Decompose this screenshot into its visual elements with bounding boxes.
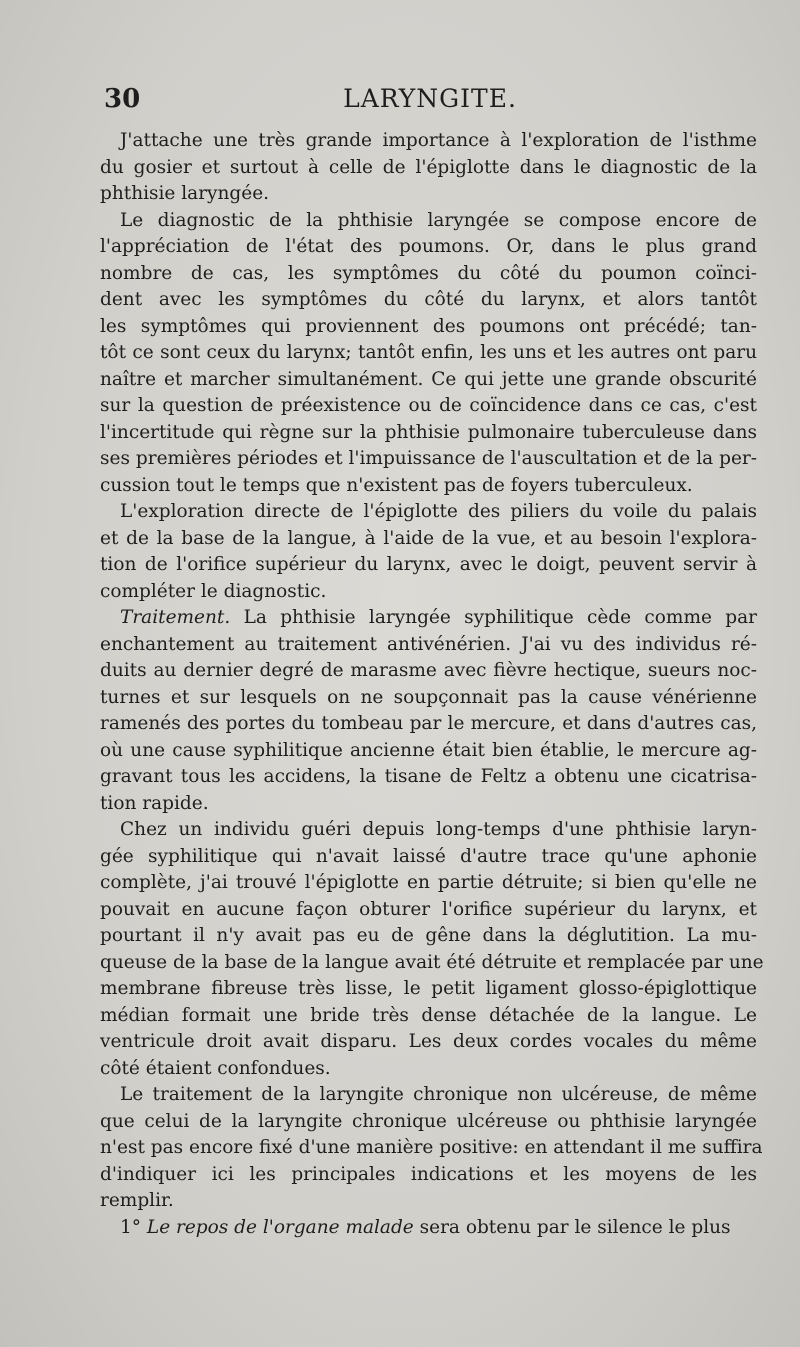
text-line <box>100 340 757 367</box>
text-line <box>100 128 757 155</box>
line-text: naître et marcher simultanément. Ce qui jette une grande obscurité <box>100 368 757 390</box>
line-text: les symptômes qui proviennent des poumons ont précédé; tan- <box>100 315 757 337</box>
text-line <box>100 658 757 685</box>
line-text: turnes et sur lesquels on ne soupçonnait pas la cause vénérienne <box>100 686 757 708</box>
line-text: gée syphilitique qui n'avait laissé d'autre trace qu'une aphonie <box>100 845 757 867</box>
paragraph <box>100 1082 763 1215</box>
line-text: sur la question de préexistence ou de coïncidence dans ce cas, c'est <box>100 395 757 416</box>
line-text: où une cause syphilitique ancienne était bien établie, le mercure ag- <box>100 739 757 761</box>
line-text: queuse de la base de la langue avait été détruite et remplacée par une <box>100 951 764 973</box>
text-line <box>100 685 757 712</box>
running-title: LARYNGITE. <box>343 84 517 113</box>
line-text: sera obtenu par le silence le plus <box>413 1216 731 1238</box>
line-text: gravant tous les accidens, la tisane de Feltz a obtenu une cicatrisa- <box>100 766 757 787</box>
text-line <box>100 1056 757 1083</box>
line-text: J'attache une très grande importance à l'exploration de l'isthme <box>120 130 757 151</box>
line-text: du gosier et surtout à celle de l'épiglotte dans le diagnostic de la <box>100 156 757 178</box>
paragraph <box>100 817 764 1082</box>
line-text: dent avec les symptômes du côté du larynx, et alors tantôt <box>100 289 757 310</box>
line-text: ramenés des portes du tombeau par le mercure, et dans d'autres cas, <box>100 713 757 734</box>
text-line <box>100 1082 757 1109</box>
body-text <box>100 128 764 1241</box>
text-line <box>100 976 757 1003</box>
line-text: compléter le diagnostic. <box>100 580 327 602</box>
text-line <box>100 208 757 235</box>
paragraph <box>100 128 757 208</box>
page-number: 30 <box>104 84 141 114</box>
text-line <box>100 1215 757 1242</box>
text-line <box>100 950 764 977</box>
text-line <box>100 738 757 765</box>
paragraph <box>100 605 757 817</box>
line-text: Le diagnostic de la phthisie laryngée se compose encore de <box>120 209 757 231</box>
text-line <box>100 234 757 261</box>
text-line <box>100 791 757 818</box>
line-text: que celui de la laryngite chronique ulcéreuse ou phthisie laryngée <box>100 1110 757 1132</box>
page-header <box>100 84 760 124</box>
line-text: La phthisie laryngée syphilitique cède comme par <box>230 607 757 628</box>
line-text: tion de l'orifice supérieur du larynx, avec le doigt, peuvent servir à <box>100 554 757 575</box>
text-line <box>100 1188 757 1215</box>
text-line <box>100 314 757 341</box>
text-line <box>100 923 757 950</box>
list-number: 1° <box>120 1216 147 1238</box>
text-line <box>100 817 757 844</box>
line-text: Chez un individu guéri depuis long-temps d'une phthisie laryn- <box>120 819 757 840</box>
line-text: tion rapide. <box>100 792 209 814</box>
text-line <box>100 711 757 738</box>
text-line <box>100 155 757 182</box>
line-text: phthisie laryngée. <box>100 183 270 204</box>
line-text: pouvait en aucune façon obturer l'orifice supérieur du larynx, et <box>100 898 757 920</box>
line-text: l'appréciation de l'état des poumons. Or, dans le plus grand <box>100 236 757 257</box>
text-line <box>100 420 757 447</box>
line-text: tôt ce sont ceux du larynx; tantôt enfin, les uns et les autres ont paru <box>100 342 757 363</box>
text-line <box>100 1109 757 1136</box>
text-line <box>100 552 757 579</box>
text-line <box>100 473 757 500</box>
text-line <box>100 181 757 208</box>
text-line <box>100 287 757 314</box>
text-line <box>100 446 757 473</box>
line-text: et de la base de la langue, à l'aide de la vue, et au besoin l'explora- <box>100 527 757 549</box>
text-line <box>100 261 757 288</box>
line-text: médian formait une bride très dense détachée de la langue. Le <box>100 1004 757 1026</box>
text-line <box>100 367 757 394</box>
paragraph <box>100 1215 757 1242</box>
text-line <box>100 632 757 659</box>
text-line <box>100 844 757 871</box>
line-text: pourtant il n'y avait pas eu de gêne dans la déglutition. La mu- <box>100 925 757 946</box>
italic-lead: Le repos de l'organe malade <box>146 1216 414 1238</box>
text-line <box>100 897 757 924</box>
text-line <box>100 1135 763 1162</box>
line-text: côté étaient confondues. <box>100 1057 331 1079</box>
text-line <box>100 870 757 897</box>
line-text: cussion tout le temps que n'existent pas de foyers tuberculeux. <box>100 474 693 496</box>
text-line <box>100 1029 757 1056</box>
line-text: ses premières périodes et l'impuissance de l'auscultation et de la per- <box>100 448 757 469</box>
line-text: membrane fibreuse très lisse, le petit ligament glosso-épiglottique <box>100 978 757 999</box>
line-text: remplir. <box>100 1190 174 1211</box>
paragraph <box>100 208 757 500</box>
text-line <box>100 393 757 420</box>
paragraph <box>100 499 757 605</box>
text-line <box>100 499 757 526</box>
text-line <box>100 1162 757 1189</box>
text-line <box>100 579 757 606</box>
line-text: n'est pas encore fixé d'une manière positive: en attendant il me suffira <box>100 1137 763 1158</box>
text-line <box>100 764 757 791</box>
line-text: l'incertitude qui règne sur la phthisie pulmonaire tuberculeuse dans <box>100 421 757 443</box>
line-text: complète, j'ai trouvé l'épiglotte en partie détruite; si bien qu'elle ne <box>100 872 757 893</box>
italic-lead: Traitement. <box>120 607 231 628</box>
text-line <box>100 605 757 632</box>
line-text: ventricule droit avait disparu. Les deux cordes vocales du même <box>100 1031 757 1052</box>
line-text: enchantement au traitement antivénérien. J'ai vu des individus ré- <box>100 633 757 655</box>
line-text: nombre de cas, les symptômes du côté du poumon coïnci- <box>100 262 757 284</box>
line-text: Le traitement de la laryngite chronique non ulcéreuse, de même <box>120 1084 757 1105</box>
line-text: d'indiquer ici les principales indications et les moyens de les <box>100 1163 757 1185</box>
line-text: duits au dernier degré de marasme avec fièvre hectique, sueurs noc- <box>100 660 757 681</box>
text-line <box>100 1003 757 1030</box>
line-text: L'exploration directe de l'épiglotte des piliers du voile du palais <box>120 501 757 522</box>
text-line <box>100 526 757 553</box>
